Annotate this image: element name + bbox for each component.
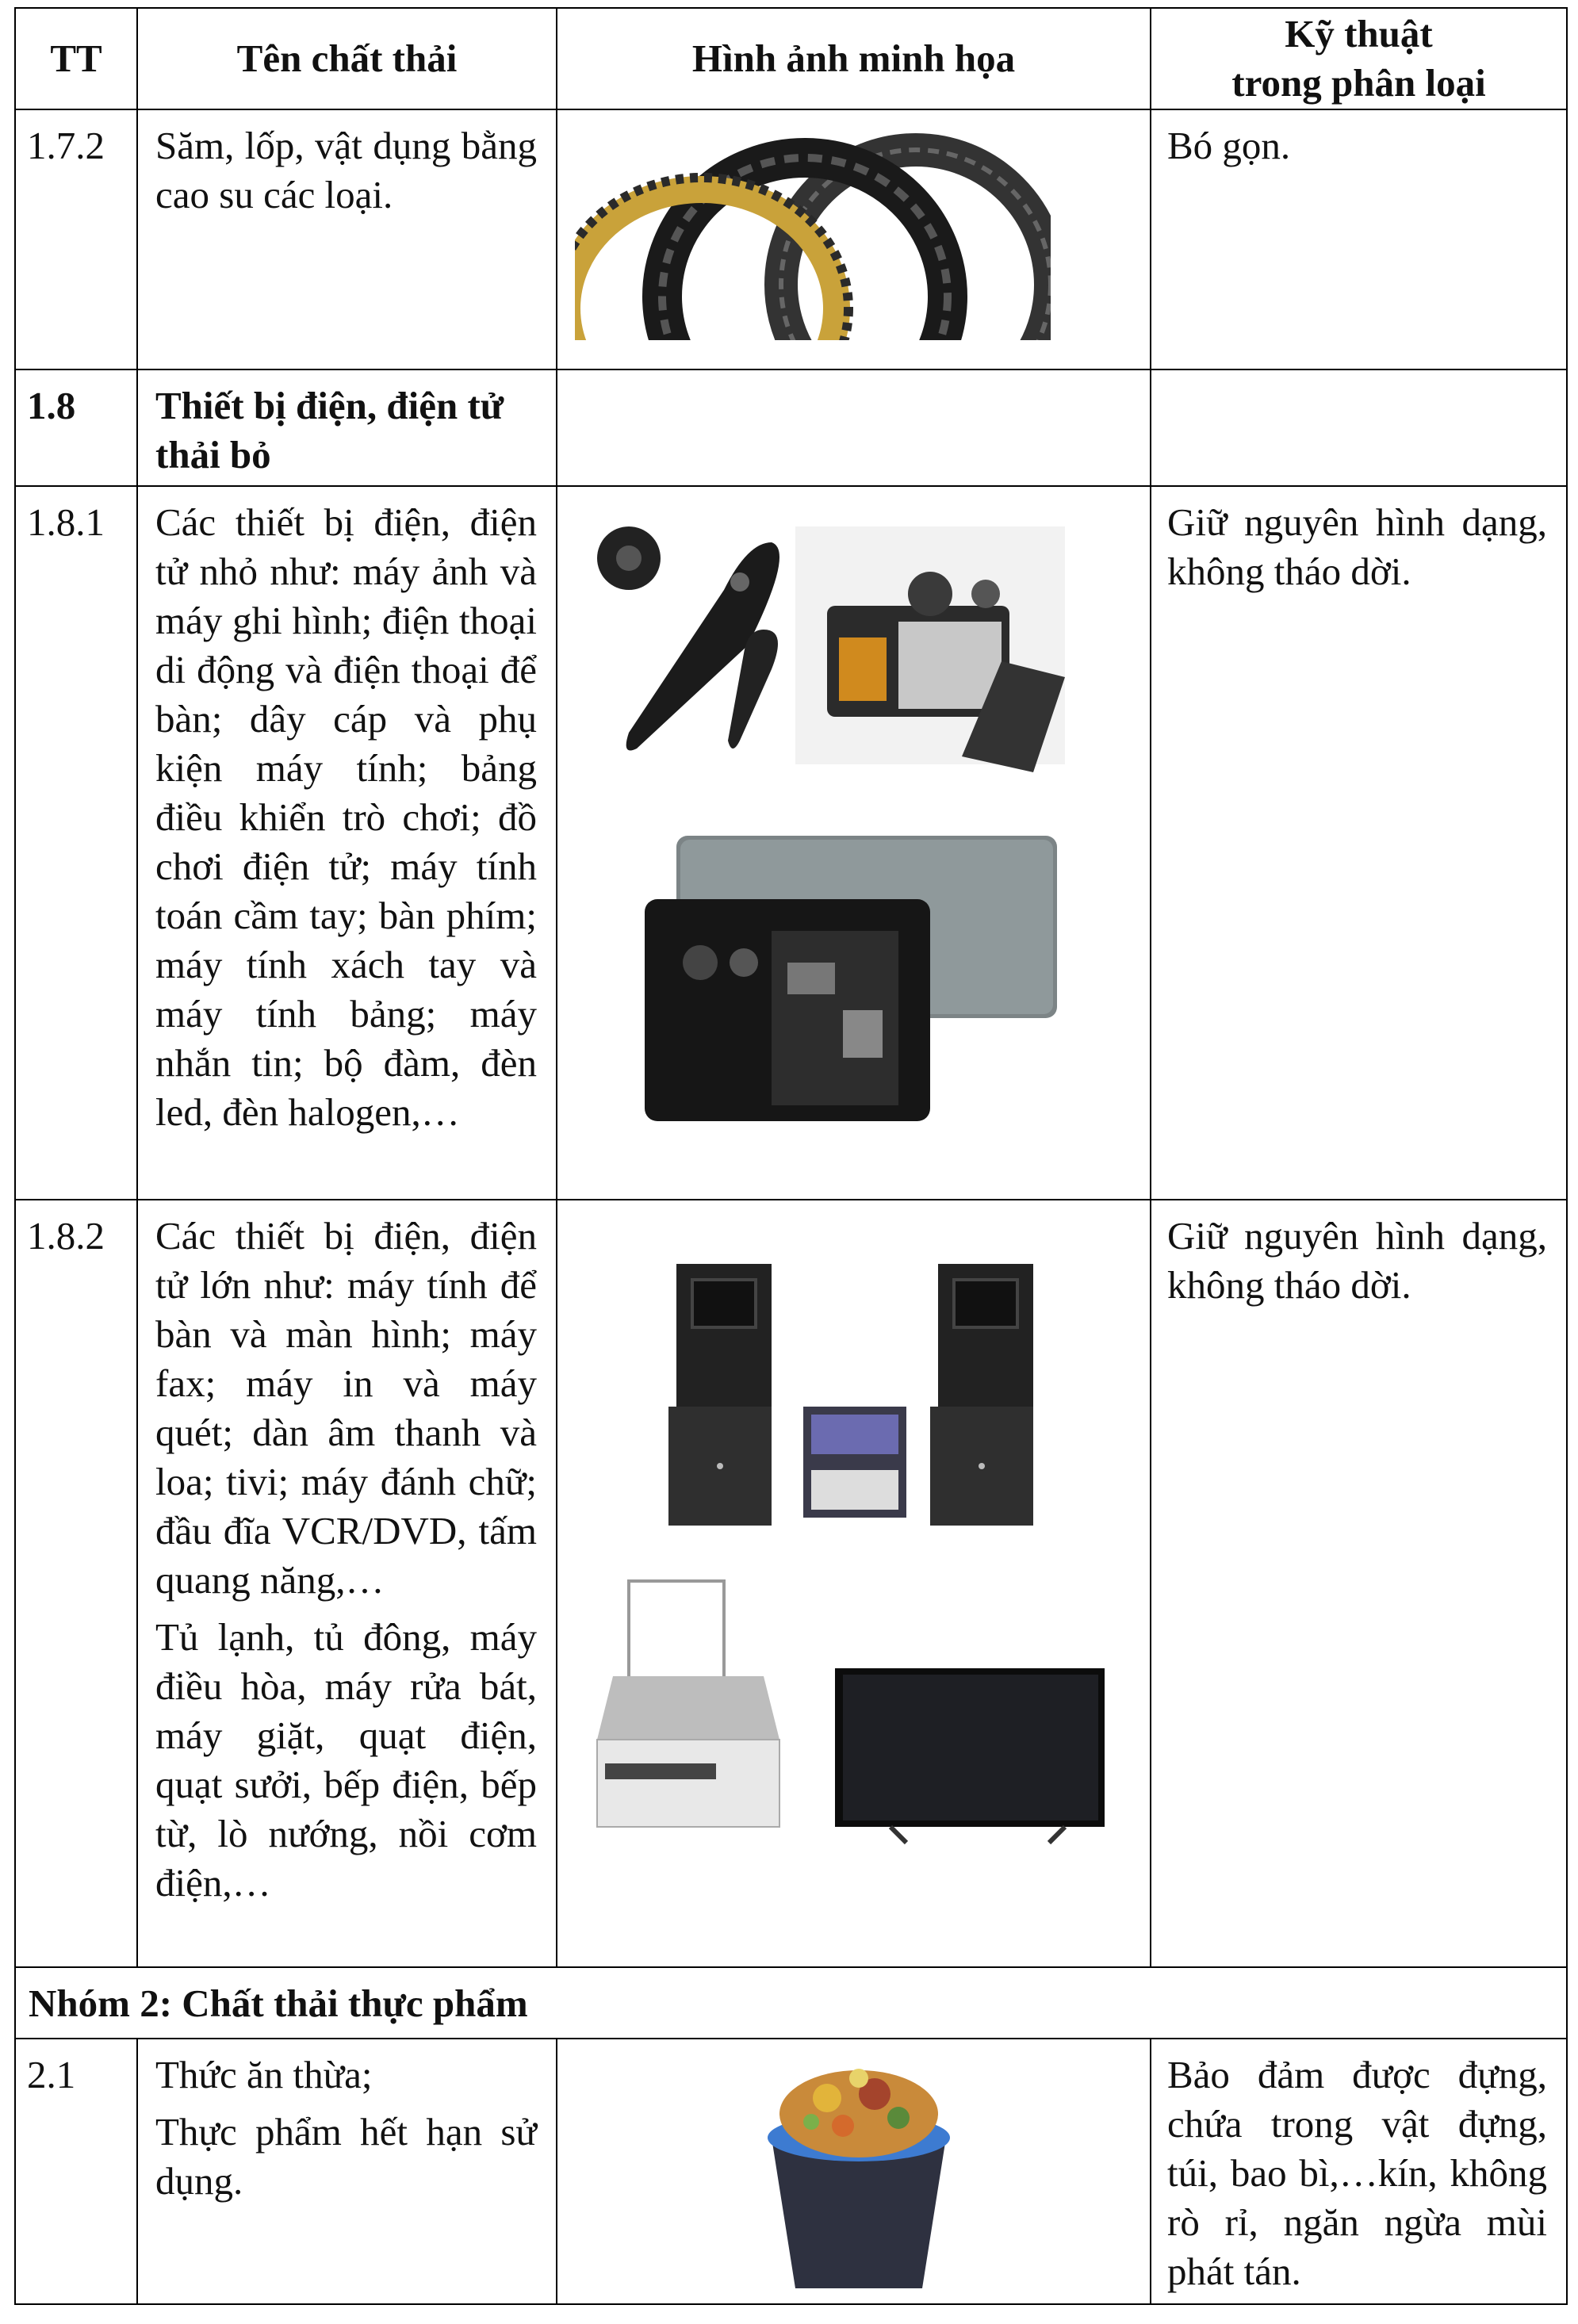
row-tt: 2.1 [15, 2039, 137, 2304]
row-tt: 1.7.2 [15, 109, 137, 369]
row-technique: Giữ nguyên hình dạng, không tháo dời. [1151, 1200, 1567, 1967]
group-row [15, 1967, 1567, 2039]
header-waste-name: Tên chất thải [137, 8, 557, 109]
waste-classification-table [14, 7, 1568, 2305]
row-technique: Bó gọn. [1151, 109, 1567, 369]
small-electronics-image [557, 486, 1151, 1200]
document-page [14, 7, 1566, 2305]
row-tt: 1.8 [15, 369, 137, 486]
row-technique [1151, 369, 1567, 486]
row-technique: Giữ nguyên hình dạng, không tháo dời. [1151, 486, 1567, 1200]
header-tt: TT [15, 8, 137, 109]
row-waste-name: Thiết bị điện, điện tử thải bỏ [137, 369, 557, 486]
header-technique-line2: trong phân loại [1231, 61, 1486, 105]
large-electronics-image [557, 1200, 1151, 1967]
row-tt: 1.8.1 [15, 486, 137, 1200]
table-row [15, 2039, 1567, 2304]
large-electronics-illustration [573, 1264, 1128, 1898]
table-row [15, 369, 1567, 486]
row-waste-name-para2: Tủ lạnh, tủ đông, máy điều hòa, máy rửa bát, máy giặt, quạt điện, quạt sưởi, bếp điện, bếp từ, lò nướng, nồi cơm điện,… [155, 1615, 537, 1905]
table-header-row [15, 8, 1567, 109]
tires-illustration [575, 126, 1051, 356]
header-technique-line1: Kỹ thuật [1285, 12, 1433, 56]
row-waste-name [137, 1200, 557, 1967]
row-tt: 1.8.2 [15, 1200, 137, 1967]
row-technique: Bảo đảm được đựng, chứa trong vật đựng, túi, bao bì,…kín, không rò rỉ, ngăn ngừa mùi phát tán. [1151, 2039, 1567, 2304]
tires-image [557, 109, 1151, 369]
row-waste-name: Các thiết bị điện, điện tử nhỏ như: máy ảnh và máy ghi hình; điện thoại di động và điện thoại để bàn; dây cáp và phụ kiện máy tính; bảng điều khiển trò chơi; đồ chơi điện tử; máy tính toán cầm tay; bàn phím; máy tính xách tay và máy tính bảng; máy nhắn tin; bộ đàm, đèn led, đèn halogen,… [137, 486, 557, 1200]
row-image-empty [557, 369, 1151, 486]
table-row [15, 109, 1567, 369]
row-waste-name-para2: Thực phẩm hết hạn sử dụng. [155, 2110, 537, 2203]
table-row [15, 486, 1567, 1200]
row-waste-name-para1: Thức ăn thừa; [155, 2053, 373, 2096]
header-technique [1151, 8, 1567, 109]
food-waste-illustration [740, 2050, 978, 2296]
small-electronics-illustration [589, 519, 1097, 1153]
food-waste-image [557, 2039, 1151, 2304]
row-waste-name: Săm, lốp, vật dụng bằng cao su các loại. [137, 109, 557, 369]
row-waste-name [137, 2039, 557, 2304]
row-waste-name-para1: Các thiết bị điện, điện tử lớn như: máy tính để bàn và màn hình; máy fax; máy in và máy quét; dàn âm thanh và loa; tivi; máy đánh chữ; đầu đĩa VCR/DVD, tấm quang năng,… [155, 1214, 537, 1602]
group-heading: Nhóm 2: Chất thải thực phẩm [15, 1967, 1567, 2039]
table-row [15, 1200, 1567, 1967]
header-illustration: Hình ảnh minh họa [557, 8, 1151, 109]
